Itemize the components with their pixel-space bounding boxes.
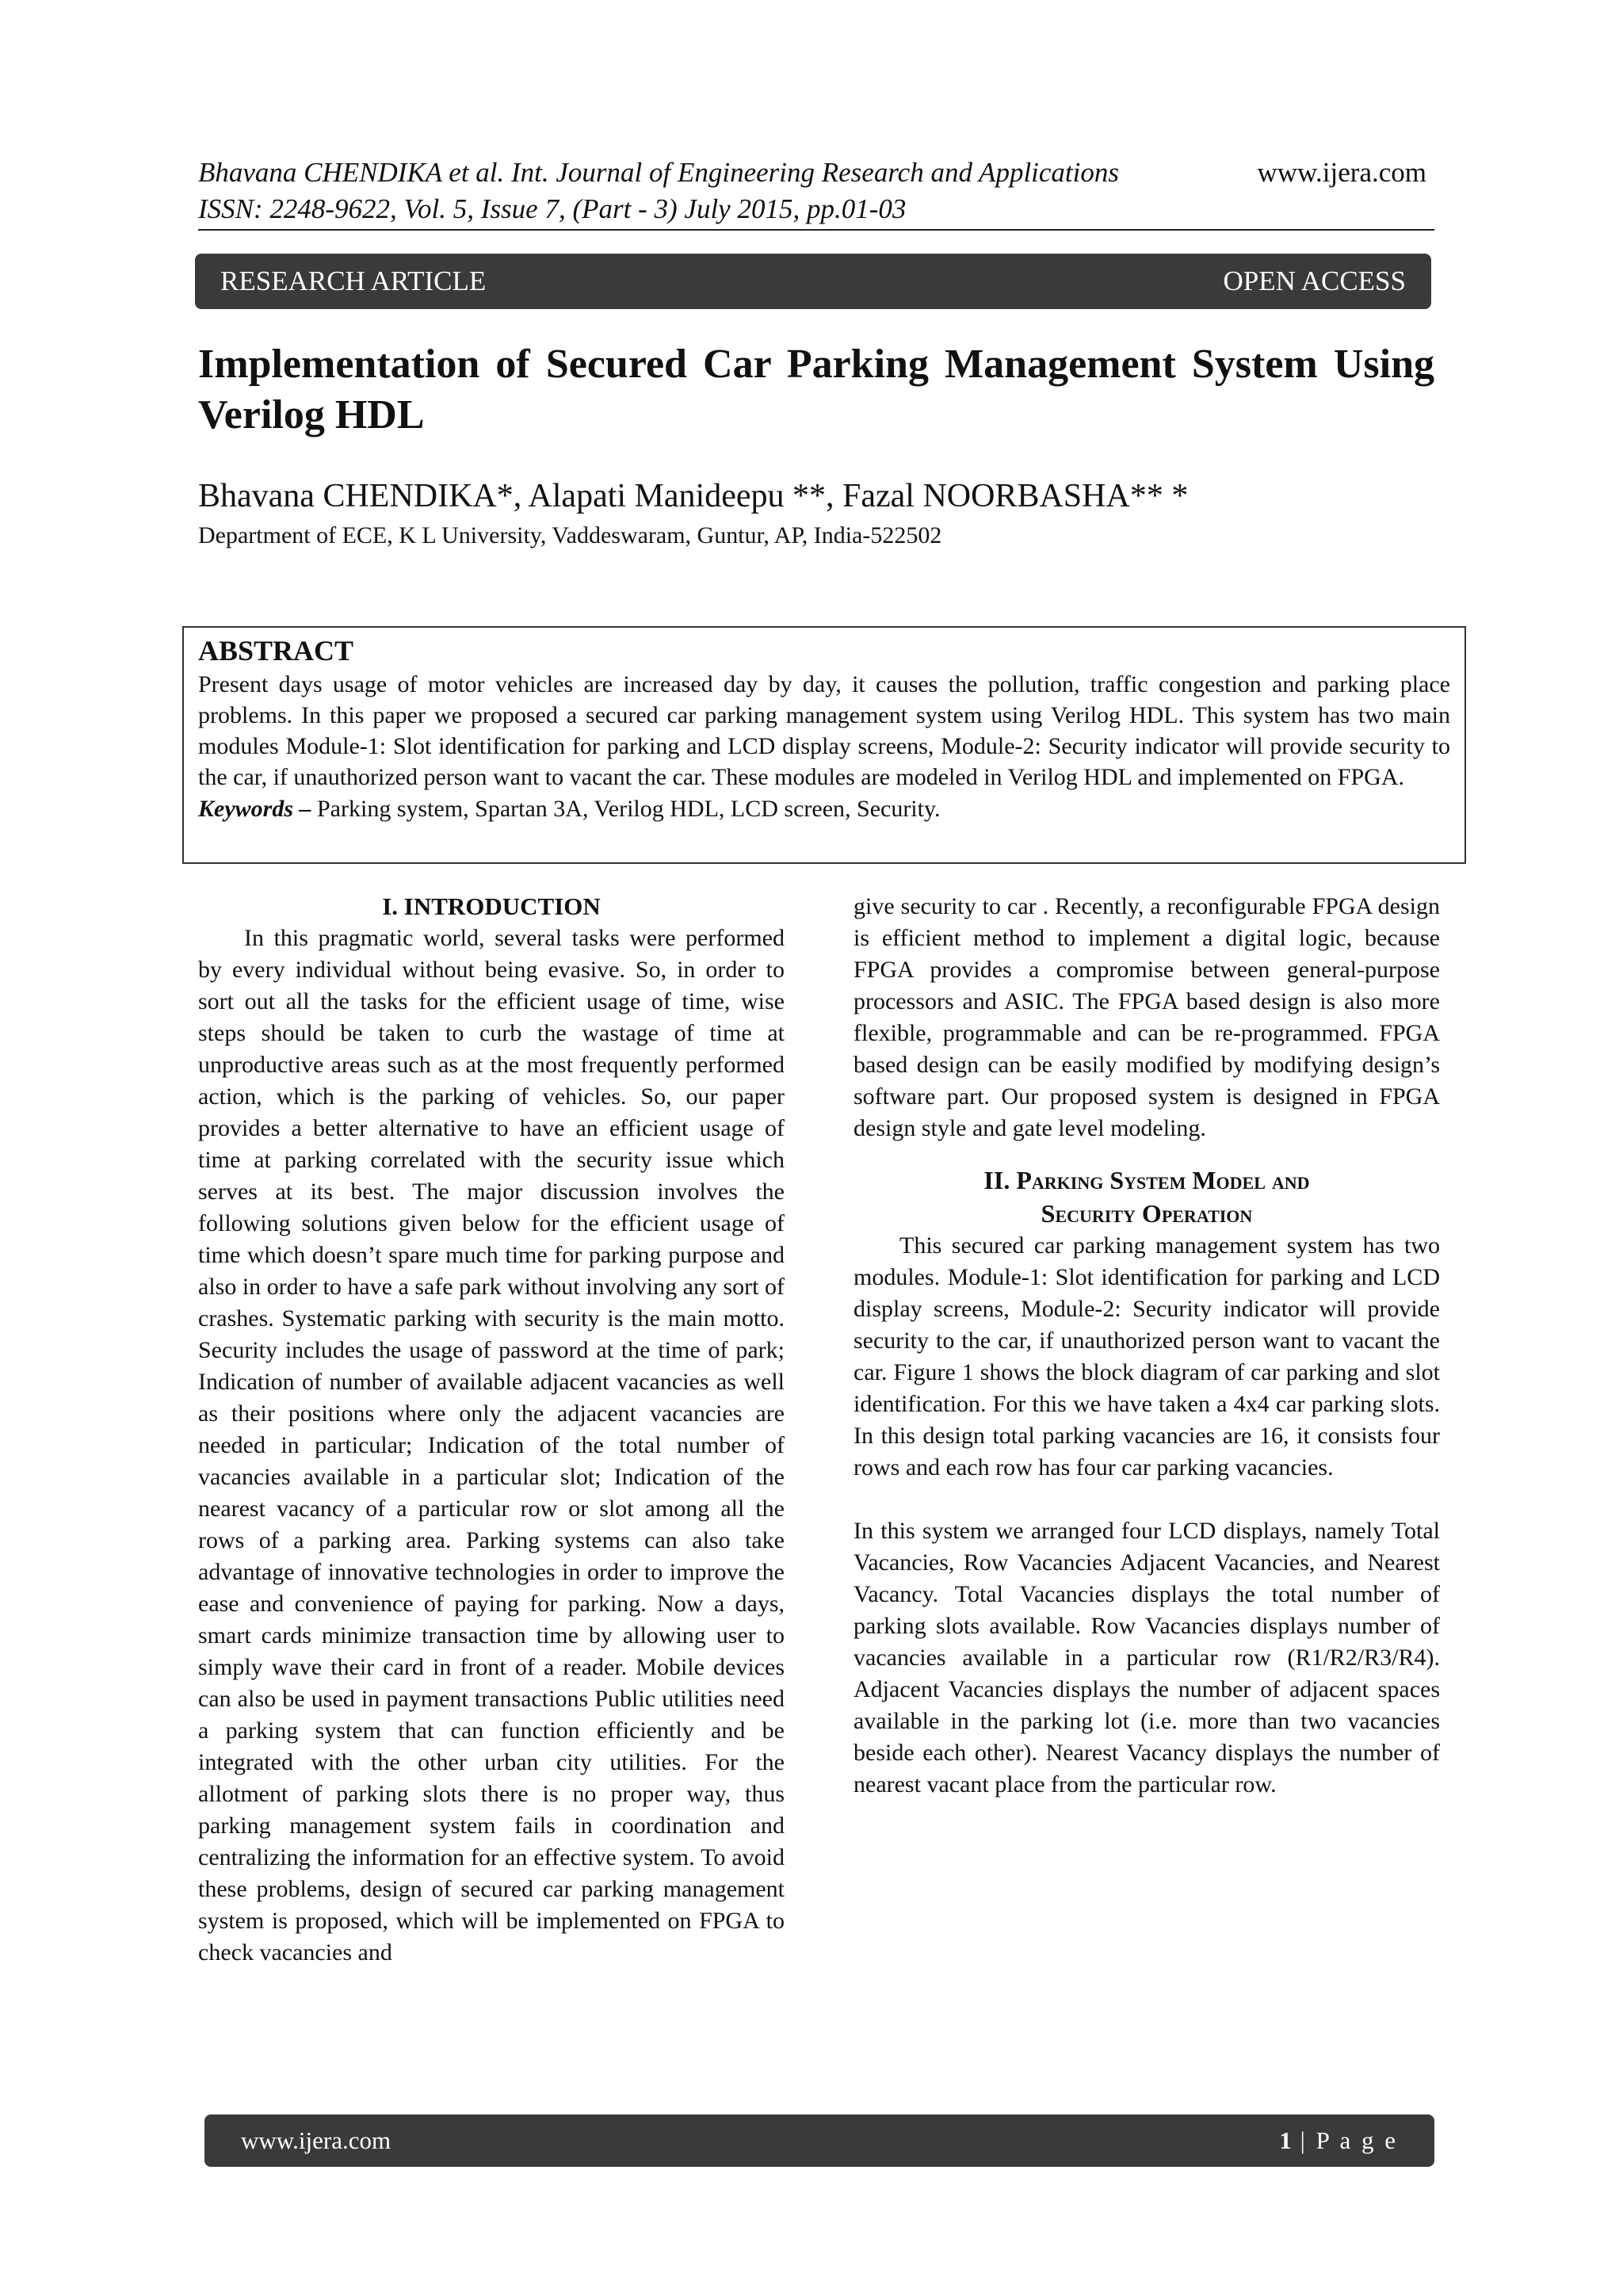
introduction-heading: I. INTRODUCTION [382,892,601,920]
page-number: 1 [1279,2126,1292,2154]
running-header [198,155,1434,227]
left-column [198,891,785,1969]
section2-heading-line1: Parking System Model and [1016,1166,1310,1194]
introduction-paragraph: In this pragmatic world, several tasks were performed by every individual without being evasive. So, in order to sort out all the tasks for the efficient usage of time, wise steps should be taken to curb the wastage of time at unproductive areas such as at the most frequently performed action, which is the parking of vehicles. So, our paper provides a better alternative to have an efficient usage of time at parking correlated with the security issue which serves at its best. The major discussion involves the following solutions given below for the efficient usage of time which doesn’t spare much time for parking purpose and also in order to have a safe park without involving any sort of crashes. Systematic parking with security is the main motto. Security includes the usage of password at the time of park; Indication of number of available adjacent vacancies as well as their positions where only the adjacent vacancies are needed in particular; Indication of the total number of vacancies available in a particular slot; Indication of the nearest vacancy of a particular row or slot among all the rows of a parking area. Parking systems can also take advantage of innovative technologies in order to improve the ease and convenience of paying for parking. Now a days, smart cards minimize transaction time by allowing user to simply wave their card in front of a reader. Mobile devices can also be used in payment transactions Public utilities need a parking system that can function efficiently and be integrated with the other urban city utilities. For the allotment of parking slots there is no proper way, thus parking management system fails in coordination and centralizing the information for an effective system. To avoid these problems, design of secured car parking management system is proposed, which will be implemented on FPGA to check vacancies and [198,925,785,1966]
journal-citation: Bhavana CHENDIKA et al. Int. Journal of Engineering Research and Applications [198,157,1119,188]
author-affiliation: Department of ECE, K L University, Vaddeswaram, Guntur, AP, India-522502 [198,522,942,548]
section2-numeral: II. [983,1166,1010,1194]
abstract-box [182,626,1466,864]
section2-paragraph-2: In this system we arranged four LCD displays, namely Total Vacancies, Row Vacancies Adjacent Vacancies, and Nearest Vacancy. Total Vacancies displays the total number of parking slots available. Row Vacancies displays number of vacancies available in a particular row (R1/R2/R3/R4). Adjacent Vacancies displays the number of adjacent spaces available in the parking lot (i.e. more than two vacancies beside each other). Nearest Vacancy displays the number of nearest vacant place from the particular row. [854,1518,1440,1797]
abstract-text: Present days usage of motor vehicles are increased day by day, it causes the pollution, traffic congestion and parking place problems. In this paper we proposed a secured car parking management system using Verilog HDL. This system has two main modules Module-1: Slot identification for parking and LCD display screens, Module-2: Security indicator will provide security to the car, if unauthorized person want to vacant the car. These modules are modeled in Verilog HDL and implemented on FPGA. [198,671,1450,790]
author-list: Bhavana CHENDIKA*, Alapati Manideepu **, Fazal NOORBASHA** * [198,478,1189,514]
journal-website: www.ijera.com [1257,157,1426,188]
article-type-label: RESEARCH ARTICLE [220,266,487,296]
page-number-label [1279,2126,1398,2155]
keywords-text: Parking system, Spartan 3A, Verilog HDL, LCD screen, Security. [317,796,941,822]
page-label: | P a g e [1300,2126,1398,2154]
paper-title: Implementation of Secured Car Parking Management System Using Verilog HDL [198,342,1434,437]
keywords-label: Keywords – [198,796,311,822]
section2-paragraph-1: This secured car parking management system has two modules. Module-1: Slot identification for parking and LCD display screens, Module-2: Security indicator will provide security to the car, if unauthorized person want to vacant the car. Figure 1 shows the block diagram of car parking and slot identification. For this we have taken a 4x4 car parking slots. In this design total parking vacancies are 16, it consists four rows and each row has four car parking vacancies. [854,1232,1440,1480]
header-rule [198,229,1434,231]
right-column [854,891,1440,1801]
article-banner [195,254,1431,309]
section2-heading [854,1163,1440,1230]
paragraph-gap [854,1484,1440,1515]
issn-line: ISSN: 2248-9622, Vol. 5, Issue 7, (Part - 3) July 2015, pp.01-03 [198,193,907,224]
abstract-heading: ABSTRACT [198,635,354,667]
keywords-line [198,793,1450,826]
open-access-label: OPEN ACCESS [1223,266,1406,296]
section2-heading-line2: Security Operation [1041,1199,1253,1228]
page-footer [204,2115,1434,2167]
introduction-continuation: give security to car . Recently, a reconfigurable FPGA design is efficient method to implement a digital logic, because FPGA provides a compromise between general-purpose processors and ASIC. The FPGA based design is also more flexible, programmable and can be re-programmed. FPGA based design can be easily modified by modifying design’s software part. Our proposed system is designed in FPGA design style and gate level modeling. [854,893,1440,1141]
footer-website: www.ijera.com [241,2126,391,2154]
